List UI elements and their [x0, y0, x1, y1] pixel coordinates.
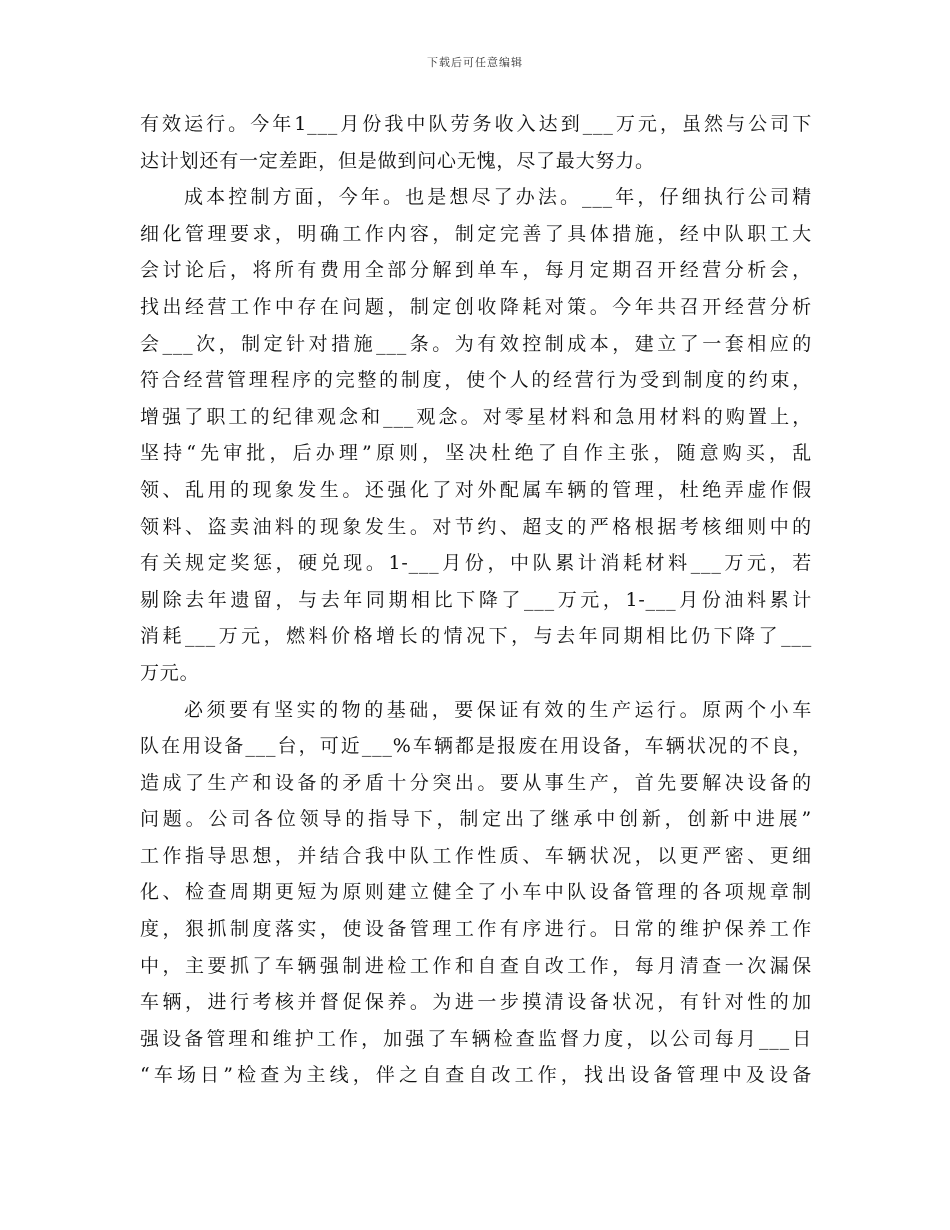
text-line: 坚持“先审批，后办理”原则，坚决杜绝了自作主张，随意购买，乱: [140, 442, 812, 465]
text-line: 中，主要抓了车辆强制进检工作和自查自改工作，每月清查一次漏保: [140, 954, 812, 977]
text-line: 消耗___万元，燃料价格增长的情况下，与去年同期相比仍下降了___: [140, 625, 812, 648]
text-line: 度，狠抓制度落实，使设备管理工作有序进行。日常的维护保养工作: [140, 918, 812, 941]
text-line: 工作指导思想，并结合我中队工作性质、车辆状况，以更严密、更细: [140, 844, 812, 867]
text-line: 成本控制方面，今年。也是想尽了办法。___年，仔细执行公司精: [184, 186, 812, 209]
text-line: 找出经营工作中存在问题，制定创收降耗对策。今年共召开经营分析: [140, 295, 812, 318]
text-line: 强设备管理和维护工作，加强了车辆检查监督力度，以公司每月___日: [140, 1027, 812, 1050]
text-line: 有关规定奖惩，硬兑现。1-___月份，中队累计消耗材料___万元，若: [140, 552, 812, 575]
text-line: “车场日”检查为主线，伴之自查自改工作，找出设备管理中及设备: [140, 1064, 812, 1087]
text-line: 会___次，制定针对措施___条。为有效控制成本，建立了一套相应的: [140, 332, 812, 355]
text-line: 问题。公司各位领导的指导下，制定出了继承中创新，创新中进展”: [140, 808, 812, 831]
text-line: 造成了生产和设备的矛盾十分突出。要从事生产，首先要解决设备的: [140, 771, 812, 794]
text-line: 剔除去年遗留，与去年同期相比下降了___万元，1-___月份油料累计: [140, 588, 812, 611]
document-body: [140, 106, 812, 1094]
text-line: 有效运行。今年1___月份我中队劳务收入达到___万元，虽然与公司下: [140, 113, 812, 135]
page-header: 下载后可任意编辑: [427, 56, 523, 69]
text-line: 领、乱用的现象发生。还强化了对外配属车辆的管理，杜绝弄虚作假: [140, 478, 812, 501]
text-line: 增强了职工的纪律观念和___观念。对零星材料和急用材料的购置上，: [140, 405, 812, 428]
text-line: 队在用设备___台，可近___%车辆都是报废在用设备，车辆状况的不良，: [140, 735, 812, 758]
text-line: 车辆，进行考核并督促保养。为进一步摸清设备状况，有针对性的加: [140, 991, 812, 1014]
text-line: 细化管理要求，明确工作内容，制定完善了具体措施，经中队职工大: [140, 222, 812, 245]
text-line: 会讨论后，将所有费用全部分解到单车，每月定期召开经营分析会，: [140, 259, 812, 282]
text-line: 领料、盗卖油料的现象发生。对节约、超支的严格根据考核细则中的: [140, 515, 812, 538]
text-line: 达计划还有一定差距，但是做到问心无愧，尽了最大努力。: [140, 149, 655, 172]
text-line: 万元。: [140, 661, 200, 684]
text-line: 必须要有坚实的物的基础，要保证有效的生产运行。原两个小车: [184, 698, 812, 721]
text-line: 化、检查周期更短为原则建立健全了小车中队设备管理的各项规章制: [140, 881, 812, 904]
text-line: 符合经营管理程序的完整的制度，使个人的经营行为受到制度的约束，: [140, 369, 812, 392]
